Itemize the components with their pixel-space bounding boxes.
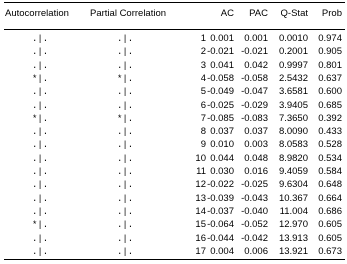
prob-value: 0.664: [318, 192, 342, 204]
ac-bar-glyph: *|.: [32, 73, 49, 84]
bottom-rule: [4, 259, 345, 260]
pac-bar-glyph: .|.: [117, 34, 134, 44]
ac-bar-glyph: .|.: [32, 180, 49, 191]
ac-value: -0.025: [207, 99, 234, 111]
prob-value: 0.584: [318, 166, 342, 177]
pac-bar-glyph: .|.: [117, 47, 134, 58]
pac-bar-glyph: .|.: [117, 127, 134, 138]
header-partial-correlation: Partial Correlation: [90, 8, 167, 19]
q-stat-value: 3.6581: [278, 86, 308, 98]
ac-bar-glyph: .|.: [32, 100, 49, 111]
pac-value: -0.052: [241, 219, 268, 231]
pac-bar-glyph: .|.: [117, 153, 134, 164]
q-stat-value: 9.6304: [278, 179, 308, 191]
q-stat-value: 8.0090: [278, 126, 308, 138]
pac-value: 0.042: [244, 59, 268, 71]
pac-value: 0.003: [244, 139, 268, 151]
lag-number: 11: [196, 166, 206, 177]
pac-bar-glyph: .|.: [117, 100, 134, 111]
pac-value: -0.058: [241, 72, 268, 84]
ac-bar-glyph: *|.: [32, 220, 49, 231]
q-stat-value: 8.0583: [278, 139, 308, 151]
header-rule: [4, 29, 345, 30]
ac-bar-glyph: .|.: [32, 193, 49, 204]
q-stat-value: 13.913: [278, 232, 308, 244]
ac-bar-glyph: .|.: [32, 233, 49, 244]
ac-bar-glyph: *|.: [32, 113, 49, 124]
ac-value: 0.041: [210, 59, 234, 71]
lag-number: 9: [200, 139, 206, 151]
lag-number: 4: [200, 72, 206, 84]
lag-number: 2: [200, 46, 206, 58]
pac-bar-glyph: .|.: [117, 193, 134, 204]
prob-value: 0.685: [318, 99, 342, 111]
header-q-stat: Q-Stat: [280, 8, 308, 19]
lag-number: 8: [200, 126, 206, 138]
pac-value: -0.043: [241, 192, 268, 204]
prob-value: 0.637: [318, 72, 342, 84]
ac-bar-glyph: .|.: [32, 167, 49, 177]
pac-value: -0.042: [241, 232, 268, 244]
q-stat-value: 0.0010: [278, 33, 308, 44]
pac-bar-glyph: .|.: [117, 140, 134, 151]
ac-bar-glyph: .|.: [32, 153, 49, 164]
lag-number: 16: [195, 232, 206, 244]
q-stat-value: 0.9997: [278, 59, 308, 71]
prob-value: 0.686: [318, 205, 342, 217]
q-stat-value: 12.970: [278, 219, 308, 231]
ac-bar-glyph: .|.: [32, 140, 49, 151]
header-pac: PAC: [249, 8, 268, 19]
pac-bar-glyph: .|.: [117, 233, 134, 244]
q-stat-value: 10.367: [278, 192, 308, 204]
ac-bar-glyph: .|.: [32, 60, 49, 71]
pac-bar-glyph: *|.: [117, 113, 134, 124]
ac-value: -0.064: [207, 219, 234, 231]
pac-value: -0.021: [241, 46, 268, 58]
ac-bar-glyph: .|.: [32, 206, 49, 217]
q-stat-value: 0.2001: [278, 46, 308, 58]
ac-bar-glyph: .|.: [32, 34, 49, 44]
q-stat-value: 2.5432: [278, 72, 308, 84]
lag-number: 3: [200, 59, 206, 71]
pac-value: -0.025: [241, 179, 268, 191]
pac-bar-glyph: *|.: [117, 73, 134, 84]
pac-value: 0.001: [244, 33, 268, 44]
ac-bar-glyph: .|.: [32, 47, 49, 58]
header-prob: Prob: [321, 8, 342, 19]
q-stat-value: 9.4059: [278, 166, 308, 177]
q-stat-value: 13.921: [278, 245, 308, 257]
ac-bar-glyph: .|.: [32, 246, 49, 257]
q-stat-value: 8.9820: [278, 152, 308, 164]
ac-value: 0.001: [210, 33, 234, 44]
header-ac: AC: [220, 8, 234, 19]
prob-value: 0.905: [318, 46, 342, 58]
ac-value: -0.049: [207, 86, 234, 98]
q-stat-value: 11.004: [279, 205, 308, 217]
lag-number: 13: [195, 192, 206, 204]
pac-bar-glyph: .|.: [117, 180, 134, 191]
pac-bar-glyph: .|.: [117, 246, 134, 257]
pac-bar-glyph: .|.: [117, 87, 134, 98]
ac-bar-glyph: .|.: [32, 87, 49, 98]
ac-value: 0.030: [210, 166, 234, 177]
pac-value: 0.037: [244, 126, 268, 138]
pac-value: -0.029: [241, 99, 268, 111]
pac-value: 0.006: [244, 245, 268, 257]
q-stat-value: 7.3650: [278, 112, 308, 124]
prob-value: 0.605: [318, 232, 342, 244]
prob-value: 0.801: [318, 59, 342, 71]
lag-number: 14: [195, 205, 206, 217]
ac-value: 0.037: [210, 126, 234, 138]
lag-number: 5: [200, 86, 206, 98]
prob-value: 0.392: [318, 112, 342, 124]
ac-value: -0.044: [207, 232, 234, 244]
pac-bar-glyph: .|.: [117, 60, 134, 71]
ac-value: 0.004: [210, 245, 234, 257]
pac-bar-glyph: .|.: [117, 220, 134, 231]
lag-number: 6: [200, 99, 206, 111]
q-stat-value: 3.9405: [278, 99, 308, 111]
ac-value: -0.037: [207, 205, 234, 217]
prob-value: 0.673: [318, 245, 342, 257]
pac-bar-glyph: .|.: [117, 167, 134, 177]
pac-value: -0.040: [241, 205, 268, 217]
header-autocorrelation: Autocorrelation: [5, 8, 69, 19]
lag-number: 7: [200, 112, 206, 124]
ac-value: 0.010: [210, 139, 234, 151]
pac-value: 0.048: [244, 152, 268, 164]
pac-bar-glyph: .|.: [117, 206, 134, 217]
prob-value: 0.974: [318, 33, 342, 44]
prob-value: 0.534: [318, 152, 342, 164]
lag-number: 10: [195, 152, 206, 164]
ac-value: -0.021: [207, 46, 234, 58]
lag-number: 12: [195, 179, 206, 191]
top-rule: [4, 2, 345, 3]
pac-value: -0.083: [241, 112, 268, 124]
prob-value: 0.528: [318, 139, 342, 151]
ac-value: -0.022: [207, 179, 234, 191]
ac-value: -0.058: [207, 72, 234, 84]
lag-number: 1: [200, 33, 206, 44]
pac-value: -0.047: [241, 86, 268, 98]
ac-value: -0.039: [207, 192, 234, 204]
pac-value: 0.016: [244, 166, 268, 177]
prob-value: 0.648: [318, 179, 342, 191]
lag-number: 17: [195, 245, 206, 257]
prob-value: 0.433: [318, 126, 342, 138]
ac-value: -0.085: [207, 112, 234, 124]
ac-bar-glyph: .|.: [32, 127, 49, 138]
prob-value: 0.600: [318, 86, 342, 98]
ac-value: 0.044: [210, 152, 234, 164]
lag-number: 15: [195, 219, 206, 231]
prob-value: 0.605: [318, 219, 342, 231]
